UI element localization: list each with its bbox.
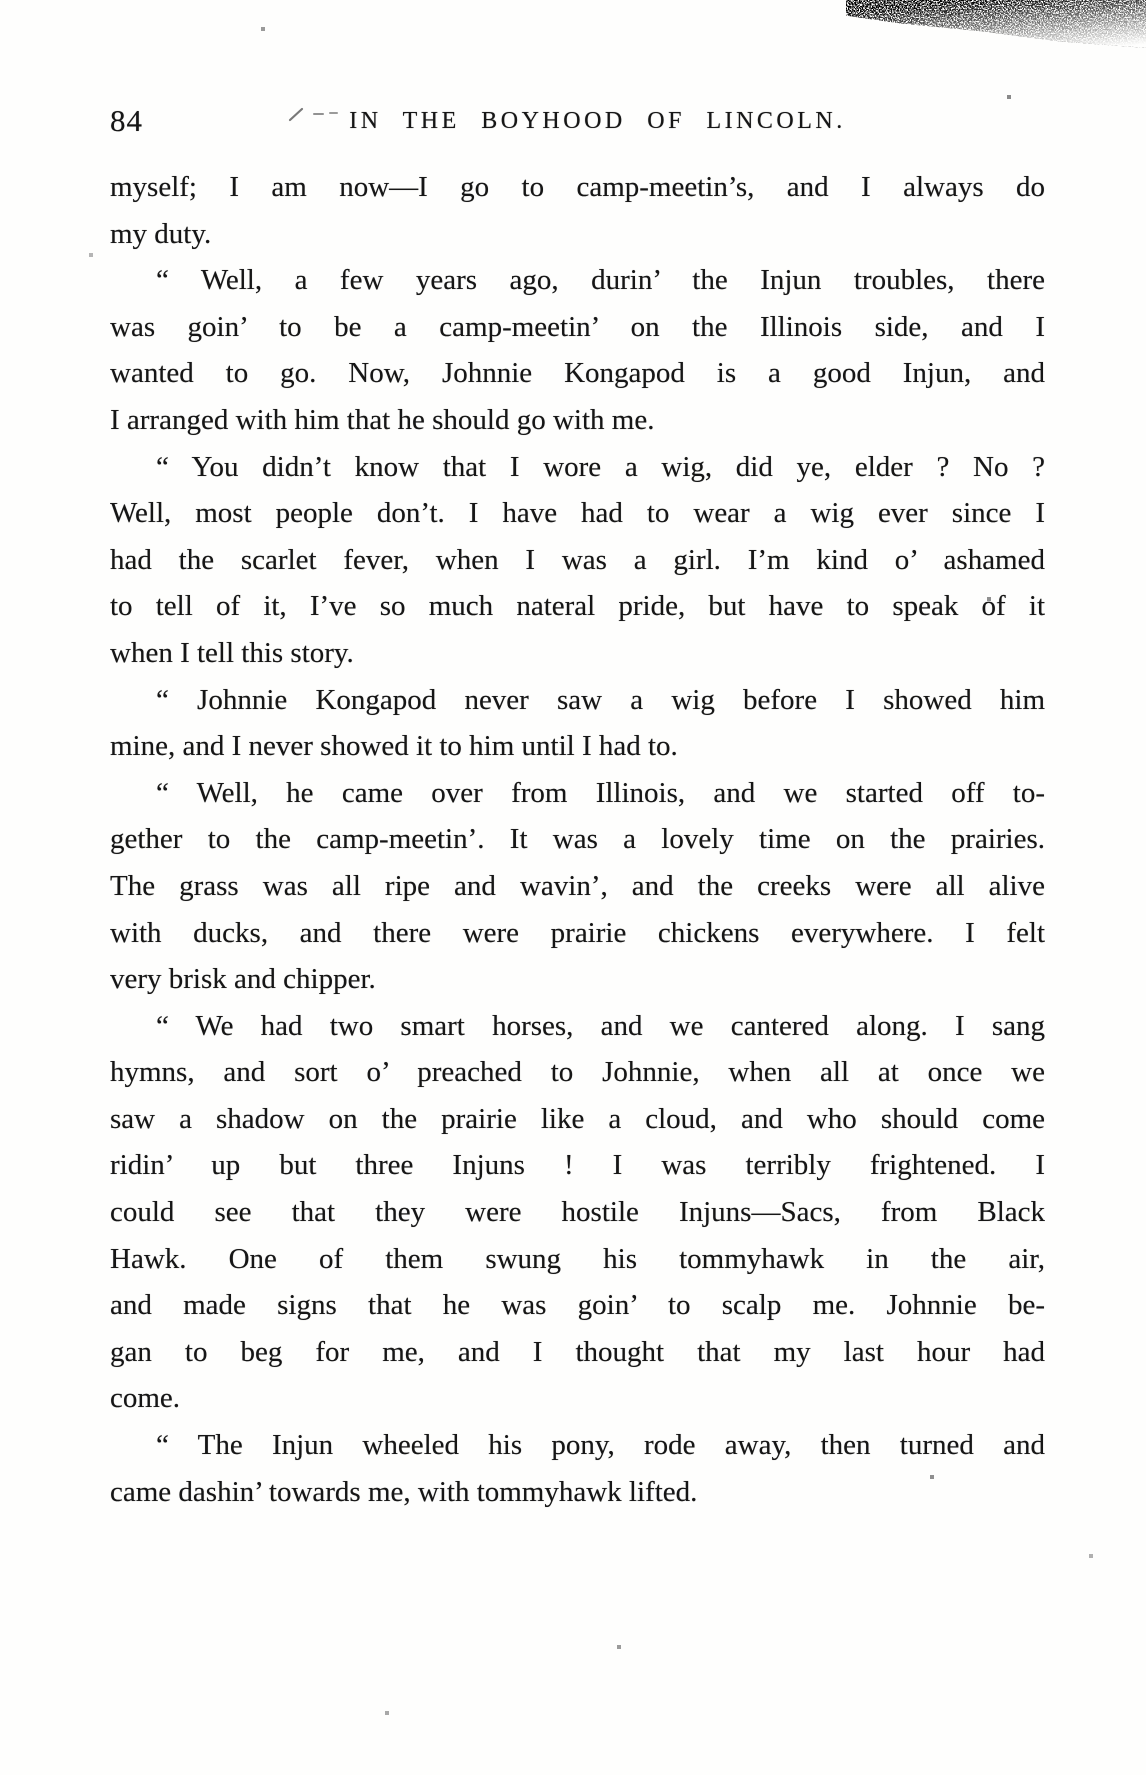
- text-line: “ The Injun wheeled his pony, rode away, then turned and: [156, 1429, 1045, 1462]
- text-line: gether to the camp-meetin’. It was a lovely time on the prairies.: [110, 823, 1045, 856]
- text-line: come.: [110, 1382, 181, 1415]
- paragraph: [110, 677, 1045, 770]
- text-line: gan to beg for me, and I thought that my last hour had: [110, 1335, 1045, 1368]
- text-line: wanted to go. Now, Johnnie Kongapod is a good Injun, and: [110, 357, 1045, 390]
- text-line: Hawk. One of them swung his tommyhawk in the air,: [110, 1242, 1045, 1275]
- text-line: “ Johnnie Kongapod never saw a wig before I showed him: [156, 683, 1045, 716]
- noise-texture: [846, 0, 1146, 52]
- text-line: I arranged with him that he should go with me.: [110, 403, 655, 436]
- paragraph: [110, 164, 1045, 257]
- text-line: and made signs that he was goin’ to scalp me. Johnnie be-: [110, 1289, 1045, 1322]
- paragraph: [110, 770, 1045, 1003]
- text-line: Well, most people don’t. I have had to wear a wig ever since I: [110, 497, 1045, 530]
- text-line: hymns, and sort o’ preached to Johnnie, when all at once we: [110, 1056, 1045, 1089]
- text-line: “ Well, he came over from Illinois, and we started off to-: [156, 776, 1045, 809]
- stray-ink-dots: [0, 0, 2, 2]
- text-line: could see that they were hostile Injuns—Sacs, from Black: [110, 1196, 1045, 1229]
- page-body: [110, 164, 1045, 1515]
- text-line: when I tell this story.: [110, 636, 354, 669]
- paragraph: [110, 444, 1045, 677]
- paragraph: [110, 1422, 1045, 1515]
- text-line: my duty.: [110, 217, 212, 250]
- text-line: “ You didn’t know that I wore a wig, did ye, elder ? No ?: [156, 450, 1045, 483]
- text-line: to tell of it, I’ve so much nateral pride, but have to speak of it: [110, 590, 1045, 623]
- page-number: 84: [110, 103, 143, 138]
- text-line: myself; I am now—I go to camp-meetin’s, and I always do: [110, 171, 1045, 203]
- paragraph: [110, 257, 1045, 443]
- paragraph: [110, 1003, 1045, 1422]
- text-line: saw a shadow on the prairie like a cloud, and who should come: [110, 1102, 1045, 1135]
- text-line: ridin’ up but three Injuns ! I was terribly frightened. I: [110, 1149, 1045, 1182]
- text-line: with ducks, and there were prairie chickens everywhere. I felt: [110, 916, 1045, 949]
- text-line: had the scarlet fever, when I was a girl. I’m kind o’ ashamed: [110, 543, 1045, 576]
- text-line: was goin’ to be a camp-meetin’ on the Illinois side, and I: [110, 310, 1045, 343]
- text-line: came dashin’ towards me, with tommyhawk lifted.: [110, 1475, 698, 1508]
- text-line: “ Well, a few years ago, durin’ the Injun troubles, there: [156, 264, 1045, 297]
- scan-noise-artifact: [846, 0, 1146, 52]
- running-head: IN THE BOYHOOD OF LINCOLN.: [349, 108, 846, 134]
- text-line: “ We had two smart horses, and we cantered along. I sang: [156, 1009, 1045, 1042]
- text-line: very brisk and chipper.: [110, 963, 376, 996]
- text-line: mine, and I never showed it to him until I had to.: [110, 730, 678, 763]
- text-line: The grass was all ripe and wavin’, and the creeks were all alive: [110, 869, 1045, 902]
